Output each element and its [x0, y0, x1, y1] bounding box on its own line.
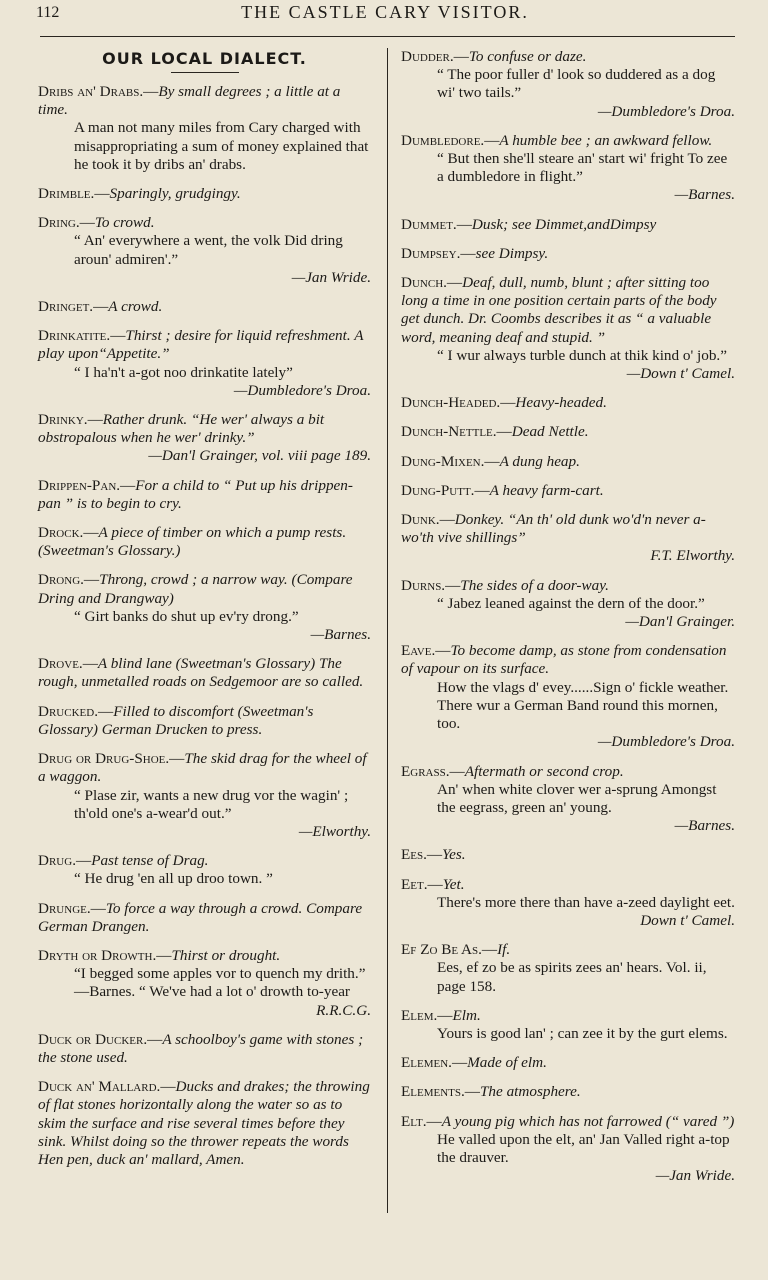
- entry-definition: A humble bee ; an awkward fellow.: [499, 131, 713, 149]
- entry-definition: To confuse or daze.: [468, 48, 587, 65]
- entry-definition: A blind lane (Sweetman's Glossary) The rough, unmetalled roads on Sedgemoor are so called.: [38, 655, 364, 691]
- header-rule: [40, 36, 735, 37]
- entry-attribution: Down t' Camel.: [640, 911, 735, 929]
- entry-line: [401, 1054, 735, 1072]
- entry-headword: Dunch-Headed.—: [401, 394, 516, 412]
- entry-definition: The skid drag for the wheel of a waggon.: [38, 750, 367, 786]
- entry-quote: He valled upon the elt, an' Jan Valled right a-top the drauver.: [437, 1130, 730, 1166]
- dictionary-entry: [401, 642, 735, 751]
- entry-quote: How the vlags d' evey......Sign o' fickle weather. There wur a German Band round this mornen, too.: [437, 678, 729, 733]
- entry-definition: Sparingly, grudgingy.: [109, 185, 241, 203]
- entry-definition: Filled to discomfort (Sweetman's Glossary) German Drucken to press.: [38, 702, 314, 738]
- entry-headword: Dryth or Drowth.—: [38, 946, 172, 964]
- entry-definition: Ducks and drakes; the throwing of flat stones horizontally along the water so as to skim the surface and rise several times before they sink. Whilst doing so the thrower repeats the words Hen pen, duck an' mallard, Amen.: [38, 1078, 370, 1168]
- dictionary-entry: [401, 274, 735, 383]
- left-column: [38, 48, 371, 1180]
- entry-definition: The atmosphere.: [479, 1083, 581, 1101]
- entry-line: [38, 185, 371, 203]
- entry-quote: “ An' everywhere a went, the volk Did dring aroun' admiren'.”: [74, 232, 343, 268]
- dictionary-entry: [401, 453, 735, 471]
- entry-quote: “ Jabez leaned against the dern of the door.”: [437, 594, 705, 612]
- entry-line: [38, 327, 371, 363]
- dictionary-entry: [401, 763, 735, 836]
- dictionary-entry: [38, 750, 371, 841]
- entry-headword: Elements.—: [401, 1083, 480, 1101]
- entry-definition: By small degrees ; a little at a time.: [38, 83, 341, 119]
- entry-line: [401, 453, 735, 471]
- section-title: OUR LOCAL DIALECT.: [102, 49, 307, 68]
- entry-headword: Drong.—: [38, 571, 100, 589]
- entry-attribution: —Barnes.: [310, 626, 371, 644]
- entry-line: [38, 1031, 371, 1067]
- entry-line: [38, 655, 371, 691]
- entry-line: [38, 571, 371, 607]
- entry-attribution: —Dumbledore's Droa.: [597, 733, 735, 751]
- entry-headword: Dudder.—: [401, 48, 469, 65]
- entry-line: [38, 477, 371, 513]
- entry-line: [401, 846, 735, 864]
- entry-line: [38, 298, 371, 316]
- dictionary-entry: [38, 852, 371, 888]
- entry-definition: If.: [497, 941, 511, 959]
- entry-headword: Dumpsey.—: [401, 244, 476, 262]
- entry-headword: Eet.—: [401, 875, 443, 893]
- entry-definition: Past tense of Drag.: [91, 852, 209, 870]
- entry-definition: A piece of timber on which a pump rests. (Sweetman's Glossary.): [38, 524, 347, 560]
- entry-line: [38, 750, 371, 786]
- entry-headword: Dung-Putt.—: [401, 481, 490, 499]
- dictionary-entry: [38, 185, 371, 203]
- entry-definition: Yet.: [442, 875, 465, 893]
- entry-definition: Dusk; see Dimmet,andDimpsy: [471, 215, 657, 233]
- entry-line: [38, 83, 371, 119]
- entry-headword: Drug or Drug-Shoe.—: [38, 750, 185, 768]
- entry-headword: Eave.—: [401, 642, 451, 660]
- entry-headword: Duck an' Mallard.—: [38, 1078, 176, 1096]
- dictionary-entry: [38, 1078, 371, 1169]
- entry-headword: Dunch-Nettle.—: [401, 423, 512, 441]
- entry-attribution: —Elworthy.: [298, 822, 371, 840]
- entry-definition: A heavy farm-cart.: [489, 481, 604, 499]
- entry-definition: Thirst ; desire for liquid refreshment. A play upon“Appetite.”: [38, 327, 364, 363]
- entry-headword: Duck or Ducker.—: [38, 1030, 163, 1048]
- entry-definition: Dead Nettle.: [511, 423, 589, 441]
- entry-headword: Dribs an' Drabs.—: [38, 83, 159, 100]
- entry-quote: “ But then she'll steare an' start wi' fright To zee a dumbledore in flight.”: [437, 150, 728, 186]
- entry-headword: Egrass.—: [401, 762, 465, 780]
- entry-headword: Drock.—: [38, 524, 99, 542]
- entry-quote: Ees, ef zo be as spirits zees an' hears. Vol. ii, page 158.: [437, 959, 707, 995]
- entry-attribution: —Barnes.: [674, 817, 735, 835]
- entry-headword: Drippen-Pan.—: [38, 476, 136, 494]
- column-divider: [387, 48, 388, 1213]
- entry-line: [38, 900, 371, 936]
- entry-quote: Yours is good lan' ; can zee it by the gurt elems.: [437, 1024, 728, 1042]
- entry-line: [401, 132, 735, 150]
- entry-headword: Elt.—: [401, 1112, 442, 1130]
- entry-line: [401, 876, 735, 894]
- title-underline: [171, 72, 239, 73]
- entry-definition: Rather drunk. “He wer' always a bit obstropalous when he wer' drinky.”: [38, 411, 325, 447]
- entry-quote: “ I wur always turble dunch at thik kind o' job.”: [437, 346, 727, 364]
- entry-definition: Donkey. “An th' old dunk wo'd'n never a-wo'th vive shillings”: [401, 511, 706, 547]
- dictionary-entry: [401, 941, 735, 996]
- entry-line: [401, 1113, 735, 1131]
- left-entry-list: [38, 83, 371, 1169]
- entry-quote: “ Plase zir, wants a new drug vor the wagin' ; th'old one's a-wear'd out.”: [74, 786, 349, 822]
- entry-definition: A young pig which has not farrowed (“ vared ”): [441, 1112, 735, 1130]
- dictionary-entry: [38, 83, 371, 174]
- entry-line: [38, 411, 371, 447]
- dictionary-entry: [401, 132, 735, 205]
- entry-headword: Dunk.—: [401, 511, 455, 529]
- entry-attribution: —Dan'l Grainger, vol. viii page 189.: [148, 447, 371, 465]
- entry-definition: To become damp, as stone from condensation of vapour on its surface.: [401, 642, 727, 678]
- dictionary-entry: [401, 876, 735, 931]
- dictionary-entry: [38, 214, 371, 287]
- entry-headword: Drug.—: [38, 852, 92, 870]
- dictionary-entry: [401, 423, 735, 441]
- dictionary-entry: [401, 1054, 735, 1072]
- entry-line: [401, 763, 735, 781]
- entry-definition: To crowd.: [94, 214, 155, 232]
- entry-line: [401, 48, 735, 66]
- dictionary-entry: [401, 216, 735, 234]
- entry-definition: A schoolboy's game with stones ; the stone used.: [38, 1030, 364, 1066]
- entry-quote: “ The poor fuller d' look so duddered as a dog wi' two tails.”: [437, 66, 716, 102]
- entry-line: [401, 423, 735, 441]
- entry-quote: A man not many miles from Cary charged with misappropriating a sum of money explained that he took it by dribs an' drabs.: [74, 119, 369, 173]
- page-number: 112: [36, 4, 60, 21]
- entry-headword: Dummet.—: [401, 215, 472, 233]
- right-column: [401, 48, 735, 1196]
- entry-definition: Elm.: [452, 1006, 481, 1024]
- entry-line: [401, 482, 735, 500]
- right-entry-list: [401, 48, 735, 1185]
- entry-headword: Durns.—: [401, 576, 461, 594]
- entry-definition: Thirst or drought.: [171, 946, 281, 964]
- entry-line: [401, 1083, 735, 1101]
- dictionary-entry: [401, 1007, 735, 1043]
- running-title: THE CASTLE CARY VISITOR.: [241, 2, 529, 22]
- entry-headword: Elemen.—: [401, 1054, 468, 1072]
- entry-line: [38, 852, 371, 870]
- entry-line: [401, 642, 735, 678]
- entry-headword: Dring.—: [38, 214, 95, 232]
- dictionary-entry: [38, 571, 371, 644]
- dictionary-entry: [401, 245, 735, 263]
- entry-definition: Made of elm.: [467, 1054, 547, 1072]
- entry-headword: Dringet.—: [38, 298, 109, 316]
- entry-headword: Drove.—: [38, 655, 98, 673]
- entry-line: [38, 1078, 371, 1169]
- entry-line: [38, 524, 371, 560]
- entry-line: [401, 511, 735, 547]
- entry-attribution: F.T. Elworthy.: [650, 547, 735, 565]
- entry-headword: Elem.—: [401, 1006, 453, 1024]
- entry-headword: Drucked.—: [38, 702, 114, 720]
- dictionary-entry: [38, 947, 371, 1020]
- entry-quote: “I begged some apples vor to quench my drith.” —Barnes. “ We've had a lot o' drowth to-year: [74, 965, 366, 1001]
- entry-definition: For a child to “ Put up his drippen-pan ” is to begin to cry.: [38, 476, 353, 512]
- entry-headword: Drimble.—: [38, 185, 110, 203]
- dictionary-entry: [38, 411, 371, 466]
- entry-attribution: —Down t' Camel.: [626, 365, 735, 383]
- dictionary-entry: [401, 846, 735, 864]
- entry-definition: Deaf, dull, numb, blunt ; after sitting too long a time in one position certain parts of the body get dunch. Dr. Coombs describes it as “ a valuable word, meaning deaf and stupid. ”: [401, 274, 717, 346]
- entry-headword: Dumbledore.—: [401, 131, 500, 149]
- dictionary-entry: [38, 298, 371, 316]
- entry-headword: Drinky.—: [38, 411, 103, 429]
- entry-headword: Ef Zo Be As.—: [401, 941, 498, 959]
- dictionary-entry: [38, 524, 371, 560]
- entry-quote: “ Girt banks do shut up ev'ry drong.”: [74, 607, 299, 625]
- entry-attribution: —Jan Wride.: [291, 268, 371, 286]
- dictionary-entry: [38, 477, 371, 513]
- dictionary-entry: [401, 577, 735, 632]
- entry-attribution: —Dan'l Grainger.: [625, 613, 735, 631]
- entry-attribution: —Dumbledore's Droa.: [233, 381, 371, 399]
- entry-headword: Ees.—: [401, 846, 443, 864]
- dictionary-entry: [401, 482, 735, 500]
- entry-attribution: —Jan Wride.: [655, 1167, 735, 1185]
- entry-definition: Yes.: [442, 846, 466, 864]
- entry-line: [401, 941, 735, 959]
- entry-definition: Aftermath or second crop.: [464, 762, 624, 780]
- entry-headword: Drinkatite.—: [38, 327, 126, 345]
- entry-line: [401, 577, 735, 595]
- entry-attribution: —Dumbledore's Droa.: [597, 102, 735, 120]
- entry-line: [38, 947, 371, 965]
- entry-quote: “ I ha'n't a-got noo drinkatite lately”: [74, 363, 293, 381]
- dictionary-entry: [401, 511, 735, 566]
- dictionary-entry: [38, 703, 371, 739]
- entry-definition: see Dimpsy.: [475, 244, 549, 262]
- entry-definition: A crowd.: [108, 298, 163, 316]
- entry-definition: The sides of a door-way.: [460, 576, 609, 594]
- entry-attribution: R.R.C.G.: [316, 1001, 371, 1019]
- dictionary-entry: [38, 900, 371, 936]
- entry-line: [401, 245, 735, 263]
- entry-line: [401, 216, 735, 234]
- dictionary-entry: [401, 1113, 735, 1186]
- entry-line: [401, 274, 735, 347]
- entry-attribution: —Barnes.: [674, 186, 735, 204]
- entry-quote: There's more there than have a-zeed daylight eet.: [437, 893, 735, 911]
- entry-headword: Drunge.—: [38, 899, 106, 917]
- entry-line: [401, 1007, 735, 1025]
- entry-line: [38, 703, 371, 739]
- entry-definition: Throng, crowd ; a narrow way. (Compare Dring and Drangway): [38, 571, 353, 607]
- entry-headword: Dunch.—: [401, 274, 463, 292]
- entry-definition: A dung heap.: [499, 452, 580, 470]
- page-header: [30, 2, 740, 26]
- entry-line: [38, 214, 371, 232]
- dictionary-entry: [401, 1083, 735, 1101]
- entry-quote: “ He drug 'en all up droo town. ”: [74, 870, 273, 888]
- dictionary-entry: [38, 327, 371, 400]
- entry-headword: Dung-Mixen.—: [401, 452, 500, 470]
- dictionary-entry: [38, 1031, 371, 1067]
- entry-definition: To force a way through a crowd. Compare German Drangen.: [38, 899, 363, 935]
- entry-quote: An' when white clover wer a-sprung Amongst the eegrass, green an' young.: [437, 780, 717, 816]
- entry-definition: Heavy-headed.: [515, 394, 607, 412]
- dictionary-entry: [401, 394, 735, 412]
- dictionary-entry: [38, 655, 371, 691]
- entry-line: [401, 394, 735, 412]
- dictionary-entry: [401, 48, 735, 121]
